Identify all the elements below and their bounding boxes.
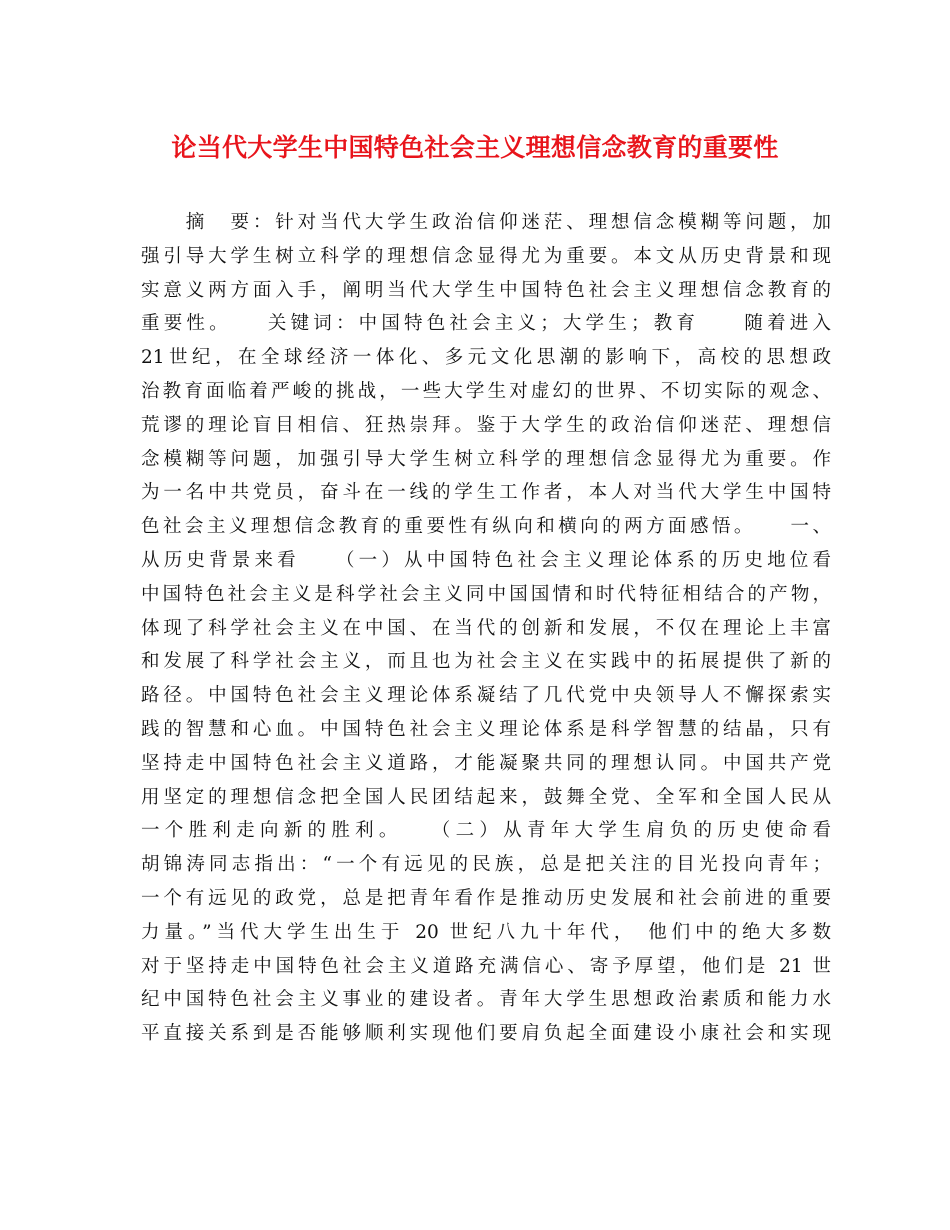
body-line: 从历史背景来看 （一）从中国特色社会主义理论体系的历史地位看 bbox=[141, 549, 831, 571]
body-line: 荒谬的理论盲目相信、狂热崇拜。鉴于大学生的政治信仰迷茫、理想信 bbox=[141, 414, 831, 436]
body-line: 一个胜利走向新的胜利。 （二）从青年大学生肩负的历史使命看 bbox=[141, 820, 831, 842]
body-line: 对于坚持走中国特色社会主义道路充满信心、寄予厚望，他们是 21 世 bbox=[141, 955, 831, 977]
document-body bbox=[141, 206, 831, 1051]
body-line: 为一名中共党员，奋斗在一线的学生工作者，本人对当代大学生中国特 bbox=[141, 482, 831, 504]
body-line: 摘 要：针对当代大学生政治信仰迷茫、理想信念模糊等问题，加 bbox=[141, 212, 831, 233]
body-line: 和发展了科学社会主义，而且也为社会主义在实践中的拓展提供了新的 bbox=[141, 651, 831, 673]
body-line: 念模糊等问题，加强引导大学生树立科学的理想信念显得尤为重要。作 bbox=[141, 448, 831, 470]
body-line: 重要性。 关键词：中国特色社会主义；大学生；教育 随着进入 bbox=[141, 313, 831, 335]
document-title: 论当代大学生中国特色社会主义理想信念教育的重要性 bbox=[171, 133, 779, 162]
body-line: 色社会主义理想信念教育的重要性有纵向和横向的两方面感悟。 一、 bbox=[141, 516, 831, 538]
body-line: 平直接关系到是否能够顺利实现他们要肩负起全面建设小康社会和实现 bbox=[141, 1023, 831, 1045]
body-line: 纪中国特色社会主义事业的建设者。青年大学生思想政治素质和能力水 bbox=[141, 989, 831, 1011]
body-line: 21世纪，在全球经济一体化、多元文化思潮的影响下，高校的思想政 bbox=[141, 347, 831, 369]
body-line: 中国特色社会主义是科学社会主义同中国国情和时代特征相结合的产物， bbox=[141, 583, 831, 605]
body-line: 体现了科学社会主义在中国、在当代的创新和发展，不仅在理论上丰富 bbox=[141, 617, 831, 639]
body-line: 力量。”当代大学生出生于 20 世纪八九十年代， 他们中的绝大多数 bbox=[141, 921, 831, 943]
body-line: 胡锦涛同志指出：“一个有远见的民族，总是把关注的目光投向青年； bbox=[141, 854, 831, 876]
body-line: 强引导大学生树立科学的理想信念显得尤为重要。本文从历史背景和现 bbox=[141, 245, 831, 267]
body-line: 践的智慧和心血。中国特色社会主义理论体系是科学智慧的结晶，只有 bbox=[141, 718, 831, 740]
body-line: 用坚定的理想信念把全国人民团结起来，鼓舞全党、全军和全国人民从 bbox=[141, 786, 831, 808]
body-line: 治教育面临着严峻的挑战，一些大学生对虚幻的世界、不切实际的观念、 bbox=[141, 380, 831, 402]
body-line: 一个有远见的政党，总是把青年看作是推动历史发展和社会前进的重要 bbox=[141, 887, 831, 909]
body-line: 坚持走中国特色社会主义道路，才能凝聚共同的理想认同。中国共产党 bbox=[141, 752, 831, 774]
body-line: 路径。中国特色社会主义理论体系凝结了几代党中央领导人不懈探索实 bbox=[141, 685, 831, 707]
body-line: 实意义两方面入手，阐明当代大学生中国特色社会主义理想信念教育的 bbox=[141, 279, 831, 301]
